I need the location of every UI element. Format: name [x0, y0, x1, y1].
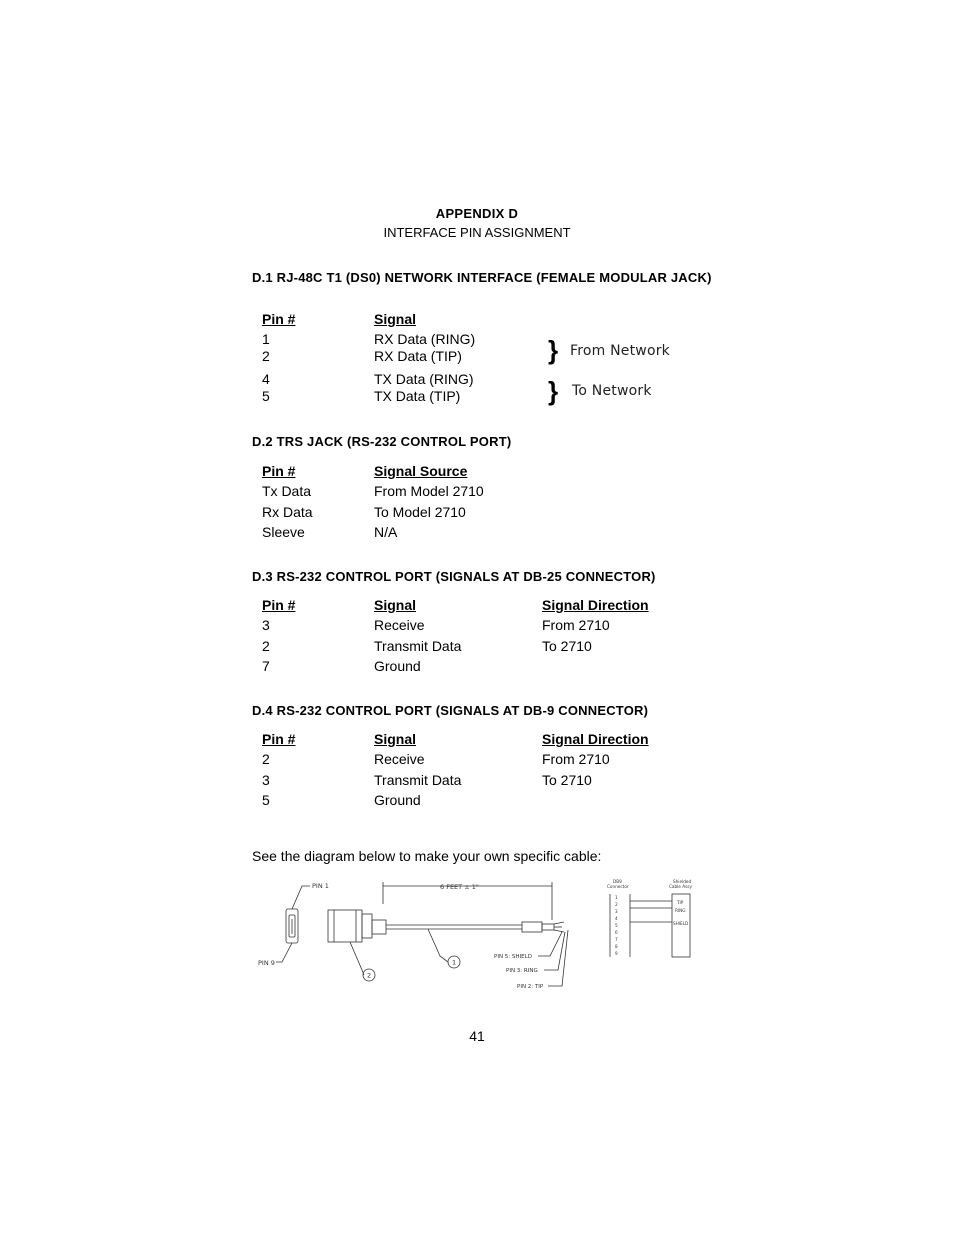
- length-label: 6 FEET ± 1": [440, 883, 479, 891]
- brace-icon: }: [548, 335, 559, 365]
- group-label-to-network: To Network: [572, 383, 652, 399]
- connector-hood: [372, 920, 386, 934]
- d1-row-pin: 2: [262, 348, 270, 364]
- callout2-leader: [350, 942, 364, 975]
- callout1-label: 1: [452, 958, 457, 967]
- d4-row-pin: 2: [262, 751, 270, 767]
- db9-pin-number: 4: [615, 916, 618, 921]
- section-d2-heading: D.2 TRS JACK (RS-232 CONTROL PORT): [252, 434, 512, 449]
- d2-row-pin: Rx Data: [262, 504, 313, 520]
- d1-col-signal: Signal: [374, 311, 417, 327]
- d3-row-signal: Receive: [374, 617, 425, 633]
- d3-row-direction: To 2710: [542, 638, 592, 654]
- d3-col-signal: Signal: [374, 597, 417, 613]
- pin2-tip-label: PIN 2: TIP: [517, 984, 544, 990]
- connector-flange: [362, 914, 372, 938]
- db9-pin-number: 9: [615, 951, 618, 956]
- shield-leader: [538, 932, 562, 956]
- section-d4-heading: D.4 RS-232 CONTROL PORT (SIGNALS AT DB-9 CONNECTOR): [252, 703, 649, 718]
- diagram-note: See the diagram below to make your own specific cable:: [252, 848, 602, 864]
- group-label-from-network: From Network: [570, 343, 670, 359]
- d1-row-pin: 5: [262, 388, 270, 404]
- d4-row-direction: To 2710: [542, 772, 592, 788]
- d1-row-signal: RX Data (RING): [374, 331, 476, 347]
- pin9-label: PIN 9: [258, 959, 275, 967]
- d2-row-pin: Sleeve: [262, 524, 305, 540]
- db9-pin-number: 5: [615, 923, 618, 928]
- plug-body: [522, 922, 542, 932]
- d3-row-pin: 3: [262, 617, 270, 633]
- tip-wire-label: TIP: [677, 900, 684, 905]
- d1-row-pin: 4: [262, 371, 270, 387]
- db9-pin-number: 1: [615, 895, 618, 900]
- pin9-leader: [276, 943, 292, 962]
- section-d3-heading: D.3 RS-232 CONTROL PORT (SIGNALS AT DB-25 CONNECTOR): [252, 569, 656, 584]
- ring-leader: [544, 932, 565, 970]
- d3-col-direction: Signal Direction: [542, 597, 649, 613]
- d4-row-pin: 3: [262, 772, 270, 788]
- d4-row-signal: Ground: [374, 792, 421, 808]
- ring-wire-label: RING: [675, 908, 686, 913]
- d2-row-pin: Tx Data: [262, 483, 312, 499]
- db9-pin-number: 3: [615, 909, 618, 914]
- cable-header-1: Shielded: [673, 879, 692, 884]
- d4-row-signal: Transmit Data: [374, 772, 462, 788]
- pin1-leader: [292, 886, 310, 909]
- pin5-shield-label: PIN 5: SHIELD: [494, 954, 532, 960]
- d1-row-signal: RX Data (TIP): [374, 348, 462, 364]
- d2-row-source: To Model 2710: [374, 504, 466, 520]
- d3-row-direction: From 2710: [542, 617, 610, 633]
- db9-header-1: DB9: [613, 879, 622, 884]
- d4-row-pin: 5: [262, 792, 270, 808]
- db9-pin-number: 7: [615, 937, 618, 942]
- d3-row-pin: 7: [262, 658, 270, 674]
- d3-row-signal: Ground: [374, 658, 421, 674]
- shield-wire-label: SHIELD: [673, 921, 689, 926]
- d1-row-signal: TX Data (TIP): [374, 388, 461, 404]
- connector-body: [328, 910, 362, 942]
- db9-pin-number: 2: [615, 902, 618, 907]
- d2-col-pin: Pin #: [262, 463, 296, 479]
- callout2-label: 2: [367, 971, 372, 980]
- plug-tip: [542, 924, 554, 930]
- d4-col-signal: Signal: [374, 731, 417, 747]
- d1-row-signal: TX Data (RING): [374, 371, 474, 387]
- d3-row-pin: 2: [262, 638, 270, 654]
- d2-row-source: From Model 2710: [374, 483, 484, 499]
- d4-row-direction: From 2710: [542, 751, 610, 767]
- page-number: 41: [469, 1028, 485, 1044]
- d1-row-pin: 1: [262, 331, 270, 347]
- pin1-label: PIN 1: [312, 882, 329, 890]
- d1-col-pin: Pin #: [262, 311, 296, 327]
- db9-pin-number: 8: [615, 944, 618, 949]
- d2-row-source: N/A: [374, 524, 398, 540]
- d4-col-pin: Pin #: [262, 731, 296, 747]
- tip-leader: [548, 930, 568, 986]
- db9-header-2: Connector: [607, 884, 629, 889]
- d2-col-source: Signal Source: [374, 463, 468, 479]
- pin3-ring-label: PIN 3: RING: [506, 968, 538, 974]
- appendix-subtitle: INTERFACE PIN ASSIGNMENT: [383, 225, 571, 240]
- appendix-title: APPENDIX D: [435, 206, 519, 221]
- db9-pin-number: 6: [615, 930, 618, 935]
- cable-diagram: [250, 874, 700, 996]
- d4-col-direction: Signal Direction: [542, 731, 649, 747]
- section-d1-heading: D.1 RJ-48C T1 (DS0) NETWORK INTERFACE (FEMALE MODULAR JACK): [252, 270, 712, 285]
- d3-col-pin: Pin #: [262, 597, 296, 613]
- d4-row-signal: Receive: [374, 751, 425, 767]
- brace-icon: }: [548, 376, 559, 406]
- cable-header-2: Cable Assy: [669, 884, 692, 889]
- d3-row-signal: Transmit Data: [374, 638, 462, 654]
- callout1-leader: [428, 929, 448, 962]
